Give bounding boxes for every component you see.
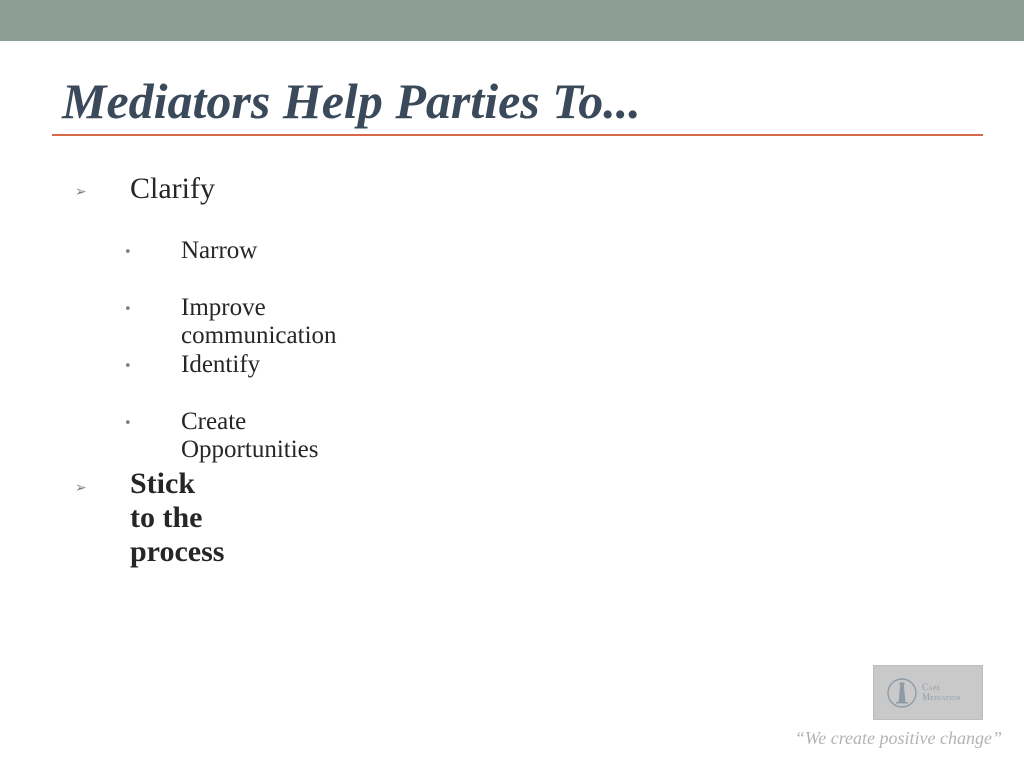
dot-bullet-icon: • bbox=[124, 416, 132, 431]
sub-item-improve-communication: Improve communication bbox=[181, 294, 337, 349]
slide-title: Mediators Help Parties To... bbox=[62, 73, 641, 129]
sub-item-identify: Identify bbox=[181, 351, 261, 378]
sub-item-create-opportunities: Create Opportunities bbox=[181, 408, 319, 463]
arrow-bullet-icon: ➢ bbox=[75, 184, 87, 200]
tagline: “We create positive change” bbox=[794, 728, 1002, 748]
top-band bbox=[0, 0, 1024, 41]
list-item-stick-to-process: Stick to the process bbox=[130, 467, 225, 568]
dot-bullet-icon: • bbox=[124, 359, 132, 374]
list-item-clarify: Clarify bbox=[130, 172, 215, 205]
lighthouse-logo-icon bbox=[886, 677, 918, 709]
logo-line-2: Mediation bbox=[922, 692, 961, 702]
dot-bullet-icon: • bbox=[124, 302, 132, 317]
company-logo bbox=[873, 665, 983, 720]
arrow-bullet-icon: ➢ bbox=[75, 480, 87, 496]
logo-line-1: Cape bbox=[922, 682, 941, 692]
logo-wordmark bbox=[922, 682, 961, 702]
title-underline bbox=[52, 134, 983, 136]
sub-item-narrow: Narrow bbox=[181, 237, 258, 264]
dot-bullet-icon: • bbox=[124, 245, 132, 260]
